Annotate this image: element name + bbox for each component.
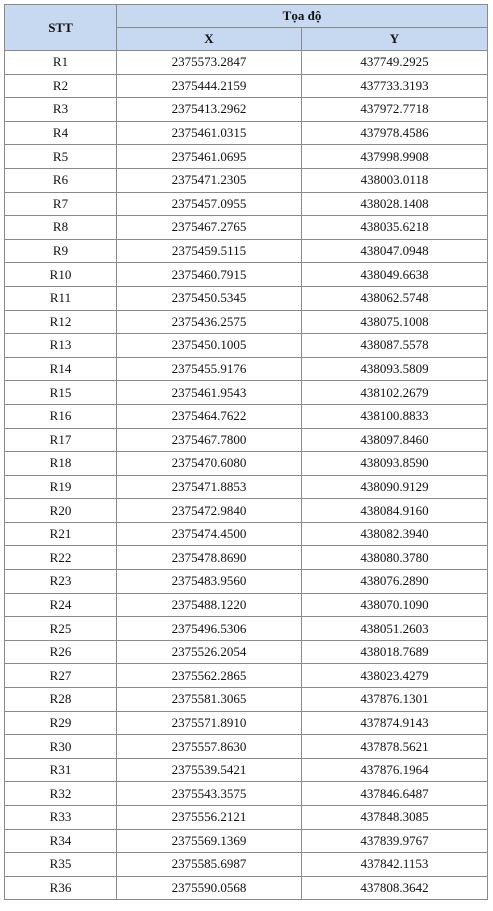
cell-stt: R36 <box>5 876 117 900</box>
cell-y: 437978.4586 <box>302 121 488 145</box>
cell-x: 2375464.7622 <box>117 404 302 428</box>
cell-x: 2375467.2765 <box>117 216 302 240</box>
cell-stt: R22 <box>5 546 117 570</box>
cell-stt: R3 <box>5 98 117 122</box>
cell-y: 438082.3940 <box>302 522 488 546</box>
cell-y: 438062.5748 <box>302 286 488 310</box>
cell-y: 437848.3085 <box>302 806 488 830</box>
cell-y: 438003.0118 <box>302 168 488 192</box>
cell-x: 2375450.1005 <box>117 334 302 358</box>
header-x: X <box>117 28 302 51</box>
cell-y: 438047.0948 <box>302 239 488 263</box>
table-row <box>5 570 488 594</box>
cell-x: 2375459.5115 <box>117 239 302 263</box>
cell-stt: R4 <box>5 121 117 145</box>
cell-y: 438097.8460 <box>302 428 488 452</box>
cell-y: 437733.3193 <box>302 74 488 98</box>
table-row <box>5 98 488 122</box>
cell-stt: R24 <box>5 593 117 617</box>
cell-y: 438084.9160 <box>302 499 488 523</box>
table-row <box>5 51 488 75</box>
table-row <box>5 593 488 617</box>
cell-x: 2375471.8853 <box>117 475 302 499</box>
cell-stt: R5 <box>5 145 117 169</box>
table-row <box>5 829 488 853</box>
cell-x: 2375460.7915 <box>117 263 302 287</box>
cell-stt: R14 <box>5 357 117 381</box>
table-row <box>5 475 488 499</box>
table-row <box>5 192 488 216</box>
table-row <box>5 216 488 240</box>
table-row <box>5 711 488 735</box>
cell-stt: R2 <box>5 74 117 98</box>
table-row <box>5 357 488 381</box>
table-row <box>5 334 488 358</box>
cell-stt: R29 <box>5 711 117 735</box>
cell-x: 2375461.0315 <box>117 121 302 145</box>
cell-x: 2375585.6987 <box>117 853 302 877</box>
table-row <box>5 239 488 263</box>
cell-y: 437972.7718 <box>302 98 488 122</box>
table-row <box>5 688 488 712</box>
cell-x: 2375556.2121 <box>117 806 302 830</box>
cell-y: 437839.9767 <box>302 829 488 853</box>
cell-y: 437749.2925 <box>302 51 488 75</box>
table-row <box>5 168 488 192</box>
cell-stt: R9 <box>5 239 117 263</box>
cell-x: 2375581.3065 <box>117 688 302 712</box>
table-row <box>5 664 488 688</box>
cell-stt: R32 <box>5 782 117 806</box>
table-row <box>5 381 488 405</box>
cell-stt: R33 <box>5 806 117 830</box>
cell-stt: R13 <box>5 334 117 358</box>
cell-stt: R18 <box>5 452 117 476</box>
cell-y: 438100.8833 <box>302 404 488 428</box>
table-row <box>5 121 488 145</box>
cell-y: 437808.3642 <box>302 876 488 900</box>
cell-x: 2375470.6080 <box>117 452 302 476</box>
cell-x: 2375444.2159 <box>117 74 302 98</box>
table-row <box>5 404 488 428</box>
cell-stt: R16 <box>5 404 117 428</box>
table-row <box>5 640 488 664</box>
cell-stt: R31 <box>5 758 117 782</box>
cell-stt: R1 <box>5 51 117 75</box>
cell-x: 2375461.0695 <box>117 145 302 169</box>
coordinate-table-container <box>4 4 488 900</box>
cell-y: 438035.6218 <box>302 216 488 240</box>
table-row <box>5 499 488 523</box>
header-coord-group: Tọa độ <box>117 5 488 28</box>
cell-x: 2375488.1220 <box>117 593 302 617</box>
cell-x: 2375478.8690 <box>117 546 302 570</box>
cell-stt: R11 <box>5 286 117 310</box>
cell-stt: R10 <box>5 263 117 287</box>
cell-x: 2375483.9560 <box>117 570 302 594</box>
cell-x: 2375590.0568 <box>117 876 302 900</box>
cell-stt: R30 <box>5 735 117 759</box>
table-row <box>5 617 488 641</box>
cell-y: 438102.2679 <box>302 381 488 405</box>
table-row <box>5 522 488 546</box>
cell-x: 2375461.9543 <box>117 381 302 405</box>
cell-x: 2375562.2865 <box>117 664 302 688</box>
cell-y: 438090.9129 <box>302 475 488 499</box>
cell-y: 438080.3780 <box>302 546 488 570</box>
table-row <box>5 735 488 759</box>
cell-y: 438070.1090 <box>302 593 488 617</box>
cell-stt: R15 <box>5 381 117 405</box>
cell-x: 2375571.8910 <box>117 711 302 735</box>
table-row <box>5 286 488 310</box>
header-y: Y <box>302 28 488 51</box>
cell-y: 438023.4279 <box>302 664 488 688</box>
cell-x: 2375496.5306 <box>117 617 302 641</box>
cell-stt: R17 <box>5 428 117 452</box>
cell-stt: R20 <box>5 499 117 523</box>
table-header <box>5 5 488 51</box>
table-row <box>5 428 488 452</box>
cell-y: 437878.5621 <box>302 735 488 759</box>
cell-stt: R27 <box>5 664 117 688</box>
cell-y: 438051.2603 <box>302 617 488 641</box>
cell-stt: R23 <box>5 570 117 594</box>
cell-x: 2375539.5421 <box>117 758 302 782</box>
cell-x: 2375436.2575 <box>117 310 302 334</box>
cell-y: 437846.6487 <box>302 782 488 806</box>
cell-y: 437874.9143 <box>302 711 488 735</box>
header-stt: STT <box>5 5 117 51</box>
cell-stt: R26 <box>5 640 117 664</box>
cell-y: 438049.6638 <box>302 263 488 287</box>
cell-x: 2375455.9176 <box>117 357 302 381</box>
cell-x: 2375573.2847 <box>117 51 302 75</box>
cell-y: 437876.1301 <box>302 688 488 712</box>
cell-y: 438018.7689 <box>302 640 488 664</box>
cell-stt: R6 <box>5 168 117 192</box>
table-row <box>5 145 488 169</box>
table-row <box>5 758 488 782</box>
cell-stt: R25 <box>5 617 117 641</box>
cell-stt: R21 <box>5 522 117 546</box>
cell-stt: R8 <box>5 216 117 240</box>
cell-x: 2375450.5345 <box>117 286 302 310</box>
cell-y: 438093.5809 <box>302 357 488 381</box>
table-row <box>5 782 488 806</box>
cell-y: 437998.9908 <box>302 145 488 169</box>
cell-x: 2375569.1369 <box>117 829 302 853</box>
cell-x: 2375526.2054 <box>117 640 302 664</box>
table-row <box>5 263 488 287</box>
cell-stt: R34 <box>5 829 117 853</box>
cell-x: 2375472.9840 <box>117 499 302 523</box>
table-row <box>5 546 488 570</box>
cell-x: 2375543.3575 <box>117 782 302 806</box>
cell-stt: R28 <box>5 688 117 712</box>
table-row <box>5 310 488 334</box>
cell-x: 2375474.4500 <box>117 522 302 546</box>
table-body <box>5 51 488 900</box>
cell-stt: R19 <box>5 475 117 499</box>
table-row <box>5 876 488 900</box>
cell-y: 437842.1153 <box>302 853 488 877</box>
cell-stt: R35 <box>5 853 117 877</box>
table-row <box>5 806 488 830</box>
cell-x: 2375557.8630 <box>117 735 302 759</box>
cell-x: 2375457.0955 <box>117 192 302 216</box>
coordinate-table <box>4 4 488 900</box>
cell-x: 2375467.7800 <box>117 428 302 452</box>
cell-y: 438076.2890 <box>302 570 488 594</box>
cell-y: 438028.1408 <box>302 192 488 216</box>
cell-y: 438087.5578 <box>302 334 488 358</box>
cell-y: 438075.1008 <box>302 310 488 334</box>
cell-x: 2375471.2305 <box>117 168 302 192</box>
cell-stt: R7 <box>5 192 117 216</box>
table-row <box>5 452 488 476</box>
cell-stt: R12 <box>5 310 117 334</box>
cell-x: 2375413.2962 <box>117 98 302 122</box>
table-row <box>5 74 488 98</box>
table-row <box>5 853 488 877</box>
cell-y: 437876.1964 <box>302 758 488 782</box>
cell-y: 438093.8590 <box>302 452 488 476</box>
